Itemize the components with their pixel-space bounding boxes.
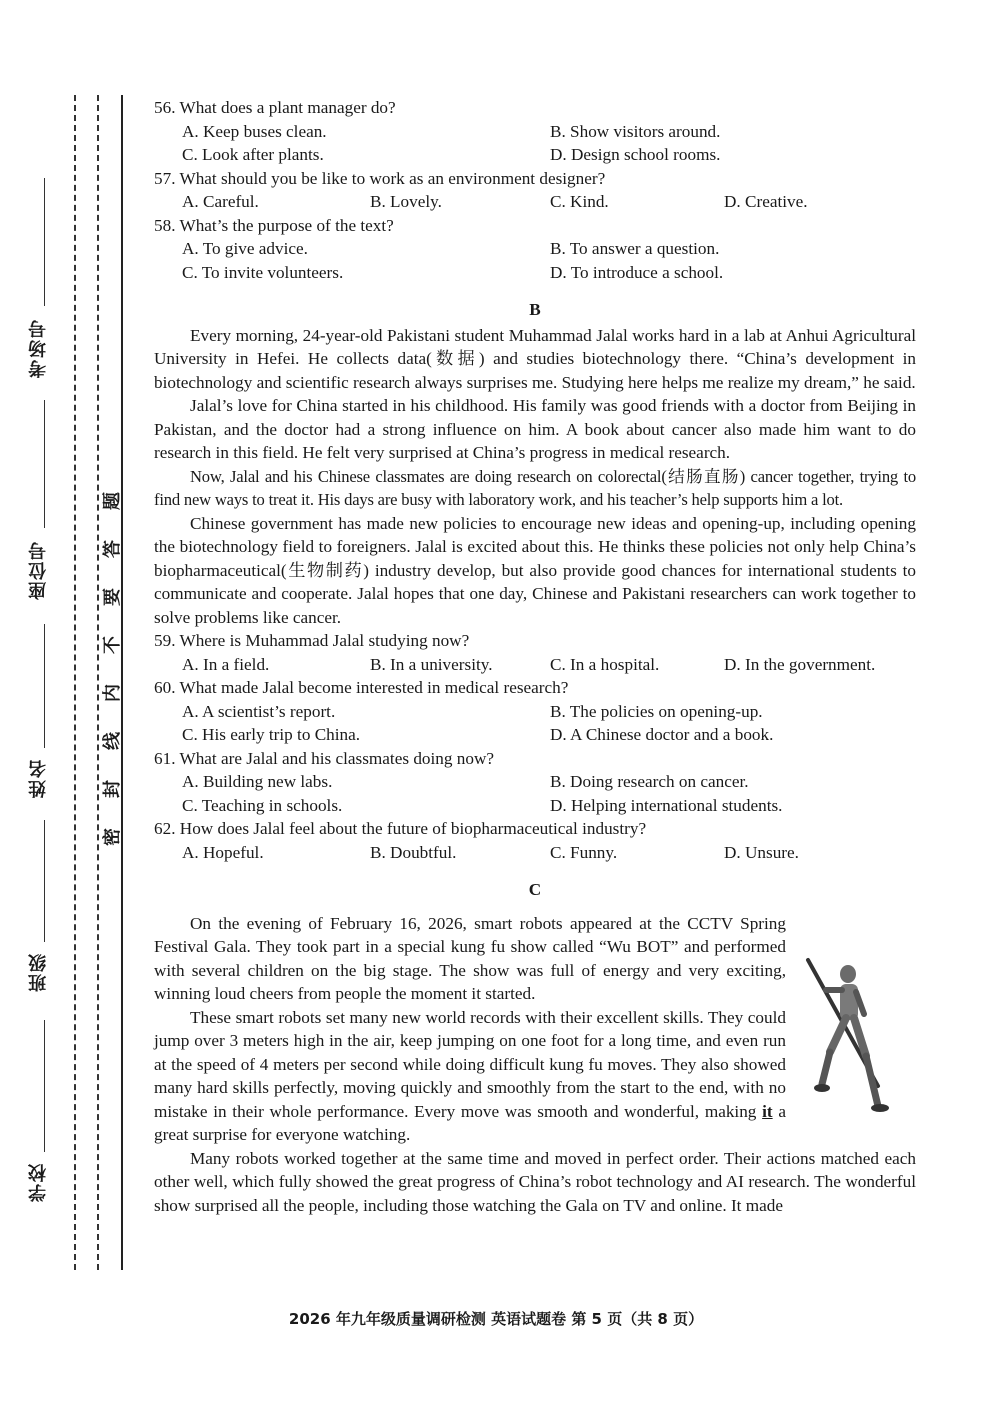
underlined-word: it [762,1101,773,1121]
option: B. Show visitors around. [550,121,721,141]
name-label: 姓名 [28,758,49,798]
question-61: 61. What are Jalal and his classmates doing now? [154,748,494,768]
question-59: 59. Where is Muhammad Jalal studying now? [154,631,470,650]
section-b-paragraph: Every morning, 24-year-old Pakistani student Muhammad Jalal works hard in a lab at Anhui Agricultural University in Hefei. He collects data(数据) and studies biotechnology there. “China’s development in biotechnology and scientific research always surprises me. Studying here helps me realize my dream,” he said. [154,325,916,392]
robot-kungfu-image [804,956,914,1116]
exam-room-blank [44,178,45,306]
text-run: a great surprise for everyone watching. [154,1101,786,1144]
option: C. Teaching in schools. [182,795,343,815]
option: B. In a university. [370,654,493,674]
option: D. To introduce a school. [550,262,724,282]
section-c-title: C [528,880,542,899]
option: C. In a hospital. [550,654,660,674]
seal-char: 内 [102,684,123,702]
question-60: 60. What made Jalal become interested in medical research? [154,678,569,697]
q61-options [182,770,916,817]
school-label: 学校 [28,1162,49,1202]
section-c-paragraph [154,1006,786,1147]
option: D. Creative. [724,192,808,211]
seal-char: 不 [102,636,123,654]
section-b-paragraph: Now, Jalal and his Chinese classmates are doing research on colorectal(结肠直肠) cancer together, trying to find new ways to treat it. His days are busy with laboratory work, and his teacher’s help supports him a lot. [154,466,916,509]
question-57: 57. What should you be like to work as an environment designer? [154,168,606,188]
seat-blank [44,400,45,528]
option: D. Unsure. [724,842,799,862]
question-58: 58. What’s the purpose of the text? [154,215,394,235]
option: C. His early trip to China. [182,725,361,744]
question-56: 56. What does a plant manager do? [154,98,396,117]
option: B. Doing research on cancer. [550,772,749,791]
section-c-wrap [154,912,916,1147]
seal-char: 封 [102,780,123,798]
option: C. To invite volunteers. [182,262,344,282]
section-b-paragraph: Jalal’s love for China started in his childhood. His family was good friends with a doctor from Beijing in Pakistan, and the doctor had a strong influence on him. A book about cancer also made him want to do research in this field. He felt very surprised at China’s progress in medical research. [154,396,916,462]
option: C. Kind. [550,192,609,211]
binding-dashed-line-outer [74,95,76,1270]
option: A. Careful. [182,192,259,211]
text-run: These smart robots set many new world records with their excellent skills. They could jump over 3 meters high in the air, keep jumping on one foot for a long time, and even run at the speed of 4 meters per second while doing difficult kung fu moves. They also showed many hard skills perfectly, moving quickly and smoothly from the start to the end, with no mistake in their whole performance. Every move was smooth and wonderful, making [154,1007,786,1121]
option: A. A scientist’s report. [182,701,336,721]
page-footer: 2026 年九年级质量调研检测 英语试题卷 第 5 页（共 8 页） [288,1310,704,1328]
section-c-text [154,912,786,1147]
exam-room-label: 考场号 [28,318,49,378]
q57-options [182,190,916,214]
q60-options [182,700,916,747]
option: D. Design school rooms. [550,145,721,164]
seat-label: 座位号 [28,540,49,600]
option: B. Lovely. [370,192,442,211]
option: B. To answer a question. [550,239,720,258]
option: A. Hopeful. [182,842,264,862]
section-b-title: B [529,300,541,319]
option: D. A Chinese doctor and a book. [550,725,774,744]
seal-char: 要 [102,588,123,606]
section-c-paragraph: Many robots worked together at the same time and moved in perfect order. Their actions matched each other well, which fully showed the great progress of China’s robot technology and AI research. The wonderful show surprised all the people, including those watching the Gala on TV and online. It made [154,1148,916,1215]
name-blank [44,624,45,748]
q59-options [182,653,916,677]
seal-line-notice [100,488,122,850]
seal-char: 线 [102,732,123,750]
exam-content [154,96,916,1217]
seal-char: 答 [102,540,123,558]
q58-options [182,237,916,284]
option: A. In a field. [182,654,270,674]
section-b-paragraph: Chinese government has made new policies to encourage new ideas and opening-up, including opening the biotechnology field to foreigners. Jalal is excited about this. He thinks these policies not only help China’s biopharmaceutical(生物制药) industry develop, but also provide good chances for international students to communicate and cooperate. Jalal hopes that one day, Chinese and Pakistani researchers can work together to solve problems like cancer. [154,513,916,627]
class-label: 班级 [28,952,49,992]
option: C. Funny. [550,842,618,862]
question-62: 62. How does Jalal feel about the future of biopharmaceutical industry? [154,819,647,838]
section-c-paragraph: On the evening of February 16, 2026, smart robots appeared at the CCTV Spring Festival Gala. They took part in a special kung fu show called “Wu BOT” and performed with several children on the big stage. The show was full of energy and very exciting, winning loud cheers from people the moment it started. [154,913,786,1003]
option: C. Look after plants. [182,145,324,164]
option: B. Doubtful. [370,842,457,862]
option: A. Building new labs. [182,772,333,791]
option: B. The policies on opening-up. [550,701,763,721]
seal-char: 密 [102,828,123,846]
school-blank [44,1020,45,1152]
seal-char: 题 [102,492,123,510]
option: A. To give advice. [182,239,308,258]
option: D. In the government. [724,654,876,674]
option: D. Helping international students. [550,795,783,815]
q56-options [182,120,916,167]
option: A. Keep buses clean. [182,121,327,141]
class-blank [44,820,45,942]
q62-options [182,841,916,865]
